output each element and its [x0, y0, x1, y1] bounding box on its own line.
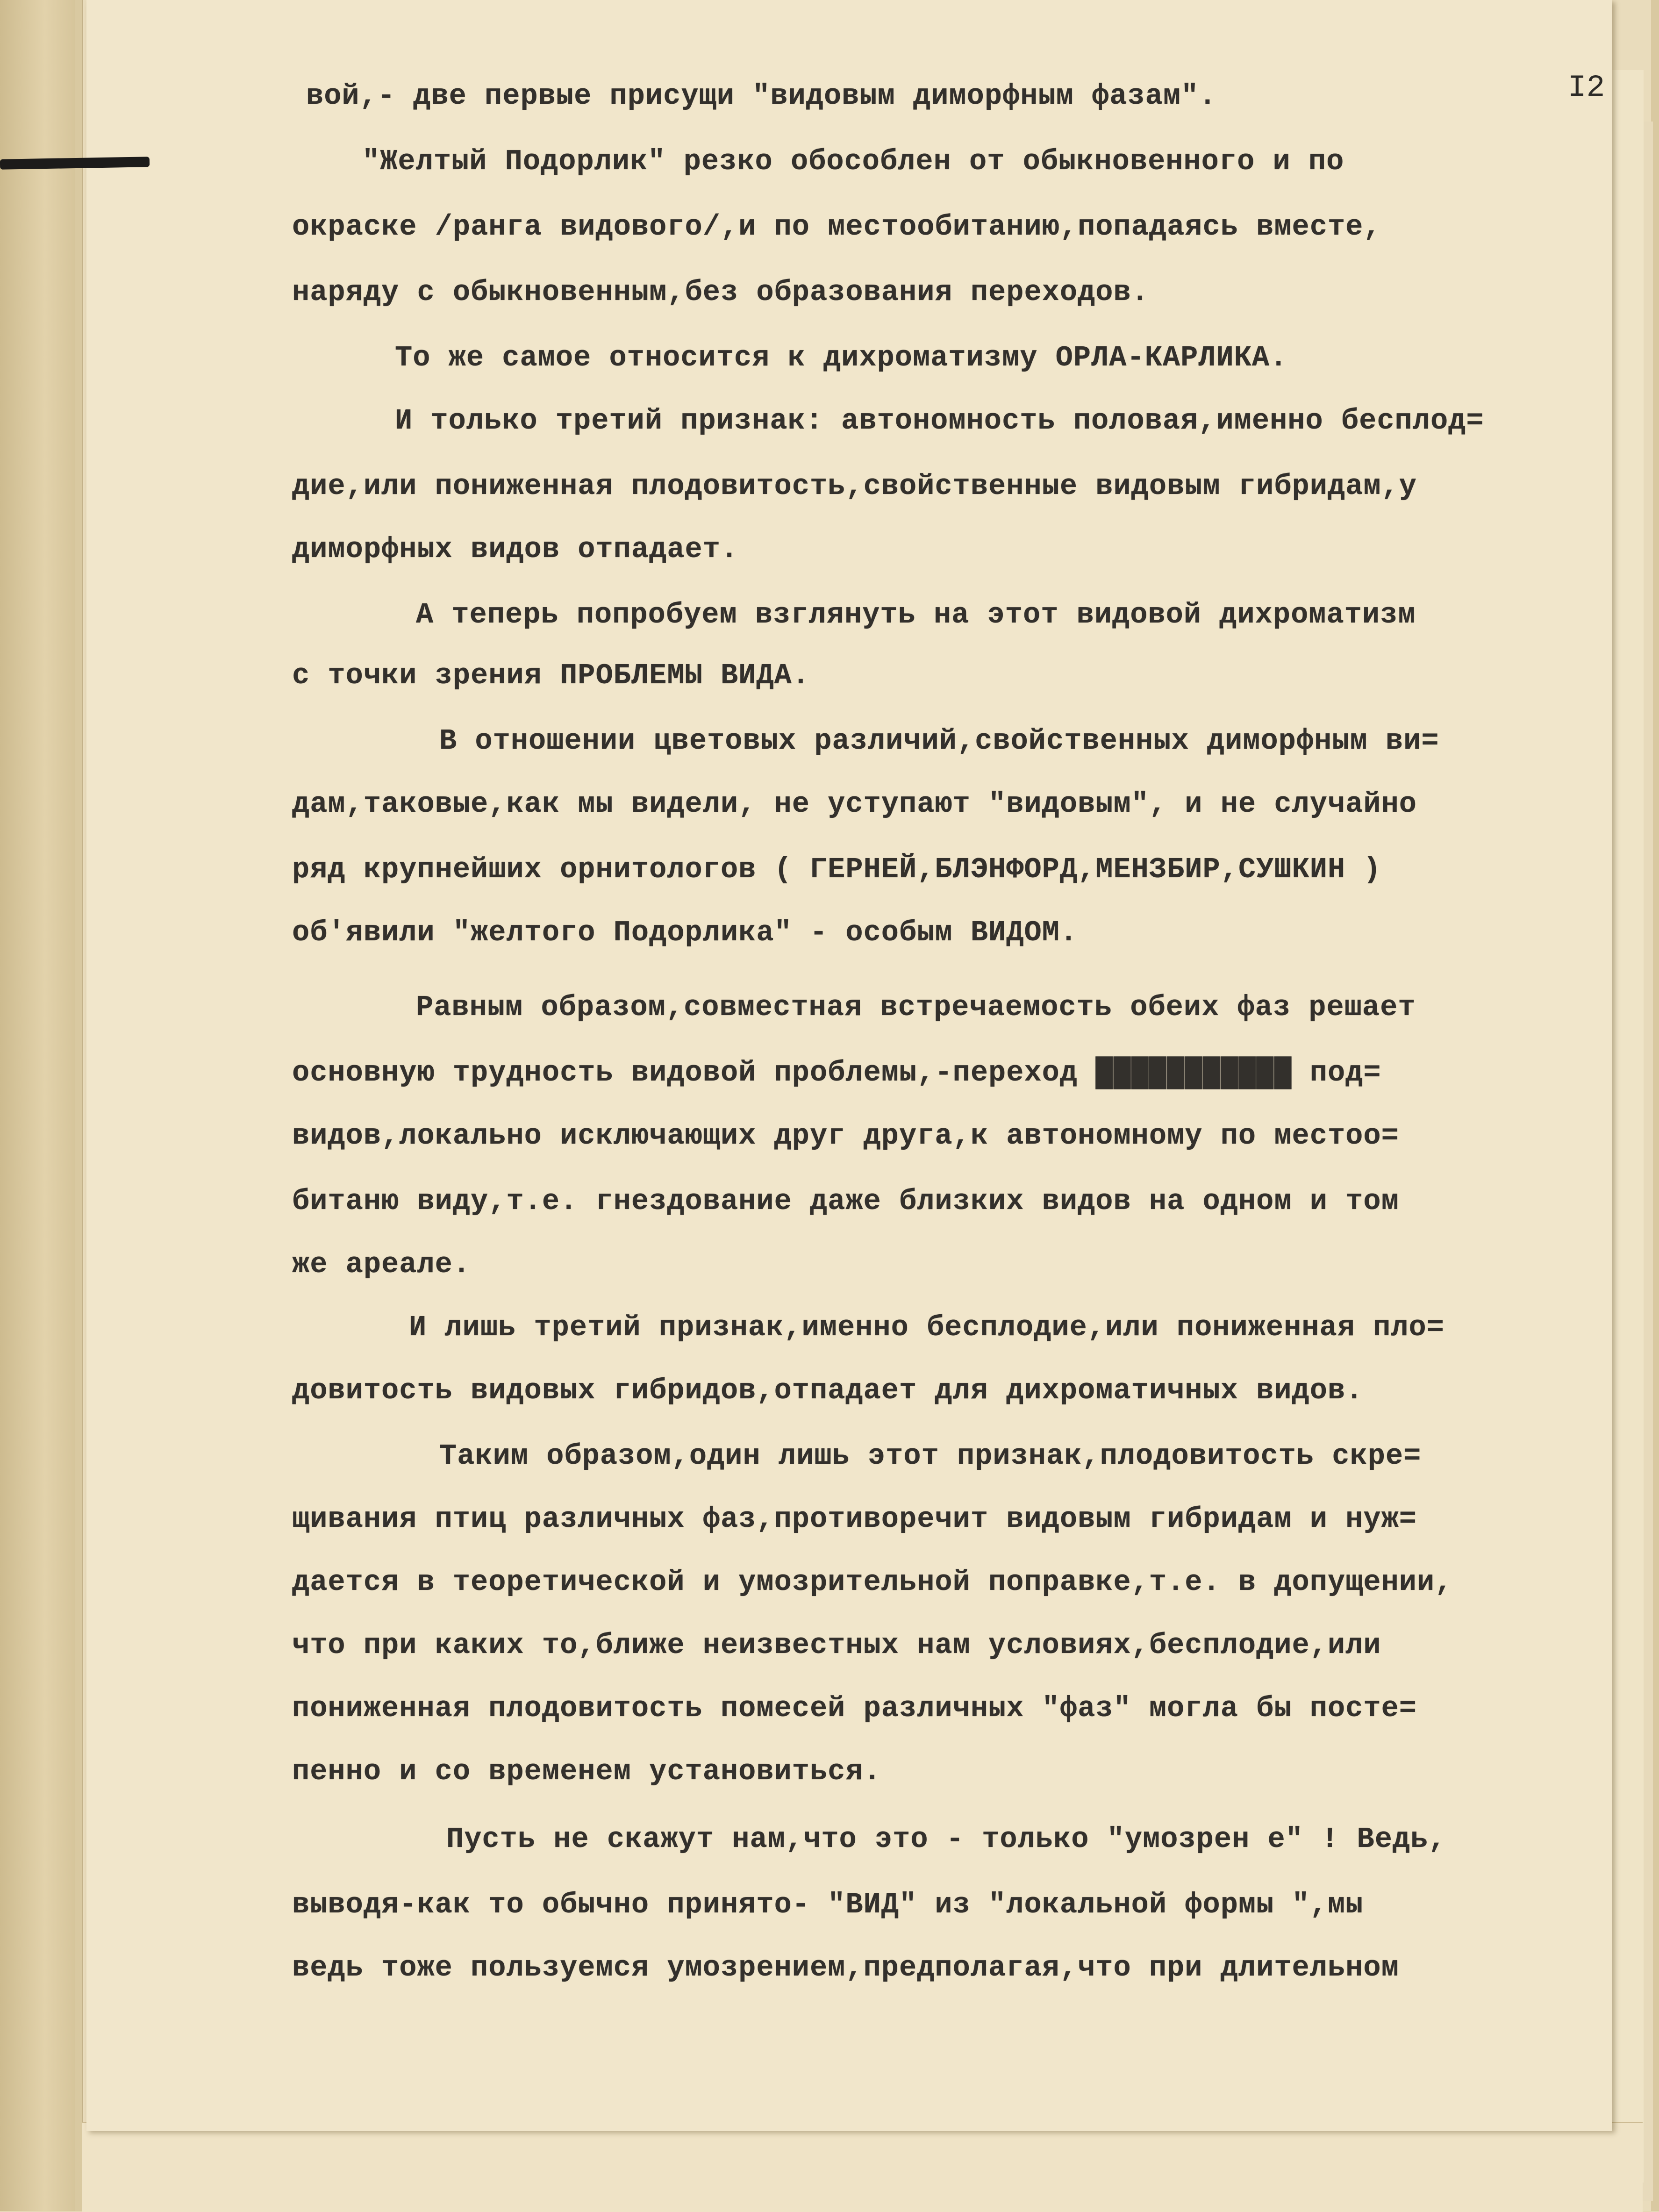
text-line: наряду с обыкновенным,без образования переходов. — [292, 276, 1149, 309]
text-line: вой,- две первые присущи "видовым диморфным фазам". — [306, 79, 1217, 113]
text-line: выводя-как то обычно принято- "ВИД" из "локальной формы ",мы — [292, 1888, 1364, 1921]
text-line: Пусть не скажут нам,что это - только "умозрен е" ! Ведь, — [446, 1823, 1446, 1856]
text-line: А теперь попробуем взглянуть на этот видовой дихроматизм — [416, 598, 1416, 631]
text-line: ряд крупнейших орнитологов ( ГЕРНЕЙ,БЛЭНФОРД,МЕНЗБИР,СУШКИН ) — [292, 853, 1381, 886]
lower-page-edge — [82, 2122, 1643, 2212]
text-line: ведь тоже пользуемся умозрением,предполагая,что при длительном — [292, 1951, 1399, 1984]
text-line: То же самое относится к дихроматизму ОРЛА-КАРЛИКА. — [395, 341, 1288, 374]
typewritten-page — [86, 0, 1612, 2131]
text-line: окраске /ранга видового/,и по местообитанию,попадаясь вместе, — [292, 210, 1381, 243]
text-line: же ареале. — [292, 1248, 471, 1281]
text-line: Равным образом,совместная встречаемость обеих фаз решает — [416, 991, 1416, 1024]
stacked-page-edge — [1610, 70, 1644, 2183]
previous-page-edge — [0, 0, 75, 2211]
text-line: основную трудность видовой проблемы,-переход ███████████ под= — [292, 1056, 1381, 1089]
text-line: что при каких то,ближе неизвестных нам условиях,бесплодие,или — [292, 1629, 1381, 1662]
text-line: Таким образом,один лишь этот признак,плодовитость скре= — [439, 1439, 1422, 1473]
text-line: И только третий признак: автономность половая,именно бесплод= — [395, 404, 1484, 437]
text-line: об'явили "желтого Подорлика" - особым ВИДОМ. — [292, 916, 1078, 949]
text-line: битаню виду,т.е. гнездование даже близких видов на одном и том — [292, 1185, 1399, 1218]
text-line: пониженная плодовитость помесей различных "фаз" могла бы посте= — [292, 1692, 1417, 1725]
text-line: И лишь третий признак,именно бесплодие,или пониженная пло= — [409, 1311, 1444, 1344]
text-line: дам,таковые,как мы видели, не уступают "видовым", и не случайно — [292, 787, 1417, 821]
text-line: с точки зрения ПРОБЛЕМЫ ВИДА. — [292, 659, 810, 692]
text-line: видов,локально исключающих друг друга,к автономному по местоо= — [292, 1119, 1399, 1153]
text-line: пенно и со временем установиться. — [292, 1755, 881, 1788]
page-number: I2 — [1568, 70, 1605, 105]
text-line: дается в теоретической и умозрительной поправке,т.е. в допущении, — [292, 1566, 1453, 1599]
text-line: "Желтый Подорлик" резко обособлен от обыкновенного и по — [362, 145, 1344, 178]
text-line: дие,или пониженная плодовитость,свойственные видовым гибридам,у — [292, 470, 1417, 503]
text-line: щивания птиц различных фаз,противоречит видовым гибридам и нуж= — [292, 1503, 1417, 1536]
text-line: В отношении цветовых различий,свойственных диморфным ви= — [439, 724, 1439, 758]
text-line: довитость видовых гибридов,отпадает для дихроматичных видов. — [292, 1374, 1364, 1407]
text-line: диморфных видов отпадает. — [292, 533, 739, 566]
